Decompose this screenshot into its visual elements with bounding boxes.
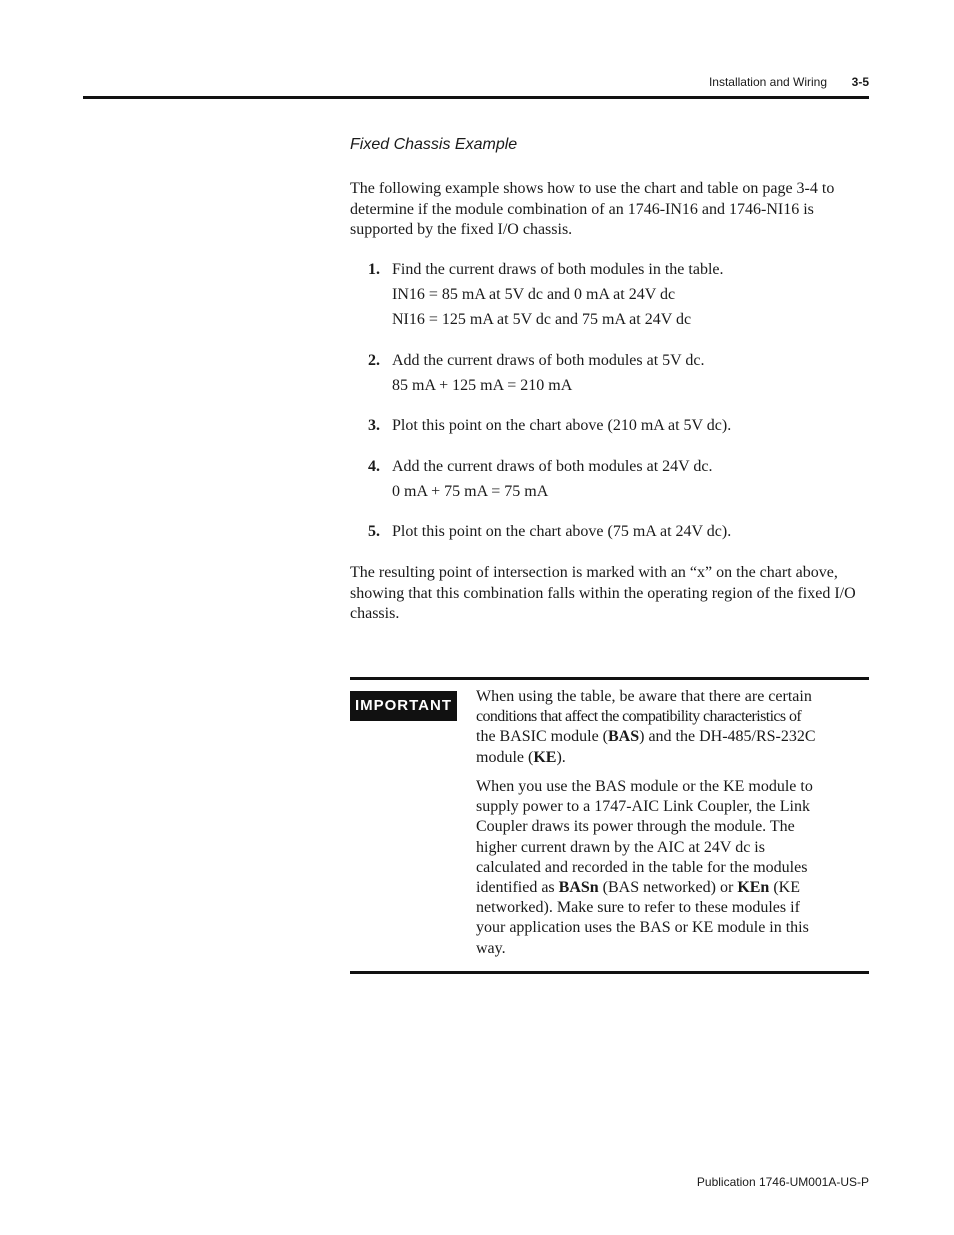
step-number: 5. [368, 523, 380, 540]
important-line [476, 748, 870, 768]
step-number: 1. [368, 261, 380, 278]
step-text: Plot this point on the chart above (75 mA at 24V dc). [392, 523, 732, 540]
important-line: conditions that affect the compatibility characteristics of [476, 708, 802, 726]
step-4 [350, 454, 870, 504]
step-number: 3. [368, 417, 380, 434]
important-line: networked). Make sure to refer to these modules if [476, 899, 800, 917]
header-rule [83, 96, 869, 99]
step-1 [350, 257, 870, 332]
text-run: ). [556, 748, 566, 766]
important-badge: IMPORTANT [350, 691, 457, 721]
module-code-ken: KEn [737, 879, 770, 897]
text-run: identified as [476, 879, 559, 897]
module-code-basn: BASn [558, 879, 599, 897]
text-run: ) and the DH-485/RS-232C [639, 728, 816, 746]
important-rule-bottom [350, 971, 869, 974]
important-line [476, 878, 870, 898]
step-3 [350, 413, 870, 438]
important-line: calculated and recorded in the table for the modules [476, 858, 808, 876]
page-number: 3-5 [851, 75, 869, 89]
important-line: your application uses the BAS or KE module in this [476, 919, 809, 937]
step-text: Add the current draws of both modules at 5V dc. [392, 352, 705, 369]
important-rule-top [350, 677, 869, 680]
text-run: (KE [769, 879, 800, 897]
important-paragraph-1 [476, 687, 870, 768]
text-run: the BASIC module ( [476, 728, 608, 746]
important-line [476, 727, 870, 747]
important-line: way. [476, 939, 506, 957]
important-paragraph-2 [476, 777, 870, 959]
conclusion-paragraph: The resulting point of intersection is marked with an “x” on the chart above, showing that this combination falls within the operating region of the fixed I/O chassis. [350, 564, 856, 622]
step-text: Plot this point on the chart above (210 mA at 5V dc). [392, 417, 732, 434]
running-header-section: Installation and Wiring [708, 75, 827, 89]
step-text: Find the current draws of both modules in the table. [392, 261, 724, 278]
step-number: 2. [368, 352, 380, 369]
step-text: Add the current draws of both modules at 24V dc. [392, 458, 713, 475]
important-line: supply power to a 1747-AIC Link Coupler, the Link [476, 798, 810, 816]
step-number: 4. [368, 458, 380, 475]
step-detail: 85 mA + 125 mA = 210 mA [392, 377, 573, 394]
step-detail: NI16 = 125 mA at 5V dc and 75 mA at 24V dc [392, 311, 692, 328]
step-2 [350, 348, 870, 398]
text-run: (BAS networked) or [598, 879, 738, 897]
important-line: Coupler draws its power through the module. The [476, 818, 795, 836]
publication-footer: Publication 1746-UM001A-US-P [696, 1175, 869, 1189]
important-line: When using the table, be aware that there are certain [476, 688, 812, 705]
module-code-bas: BAS [608, 728, 640, 746]
intro-paragraph: The following example shows how to use the chart and table on page 3-4 to determine if the module combination of an 1746-IN16 and 1746-NI16 is supported by the fixed I/O chassis. [350, 180, 835, 238]
module-code-ke: KE [533, 748, 557, 766]
text-run: module ( [476, 748, 534, 766]
section-title: Fixed Chassis Example [350, 136, 518, 153]
important-line: When you use the BAS module or the KE module to [476, 778, 813, 795]
important-line: higher current drawn by the AIC at 24V dc is [476, 838, 765, 856]
step-detail: IN16 = 85 mA at 5V dc and 0 mA at 24V dc [392, 286, 676, 303]
step-5 [350, 519, 870, 544]
step-detail: 0 mA + 75 mA = 75 mA [392, 483, 549, 500]
